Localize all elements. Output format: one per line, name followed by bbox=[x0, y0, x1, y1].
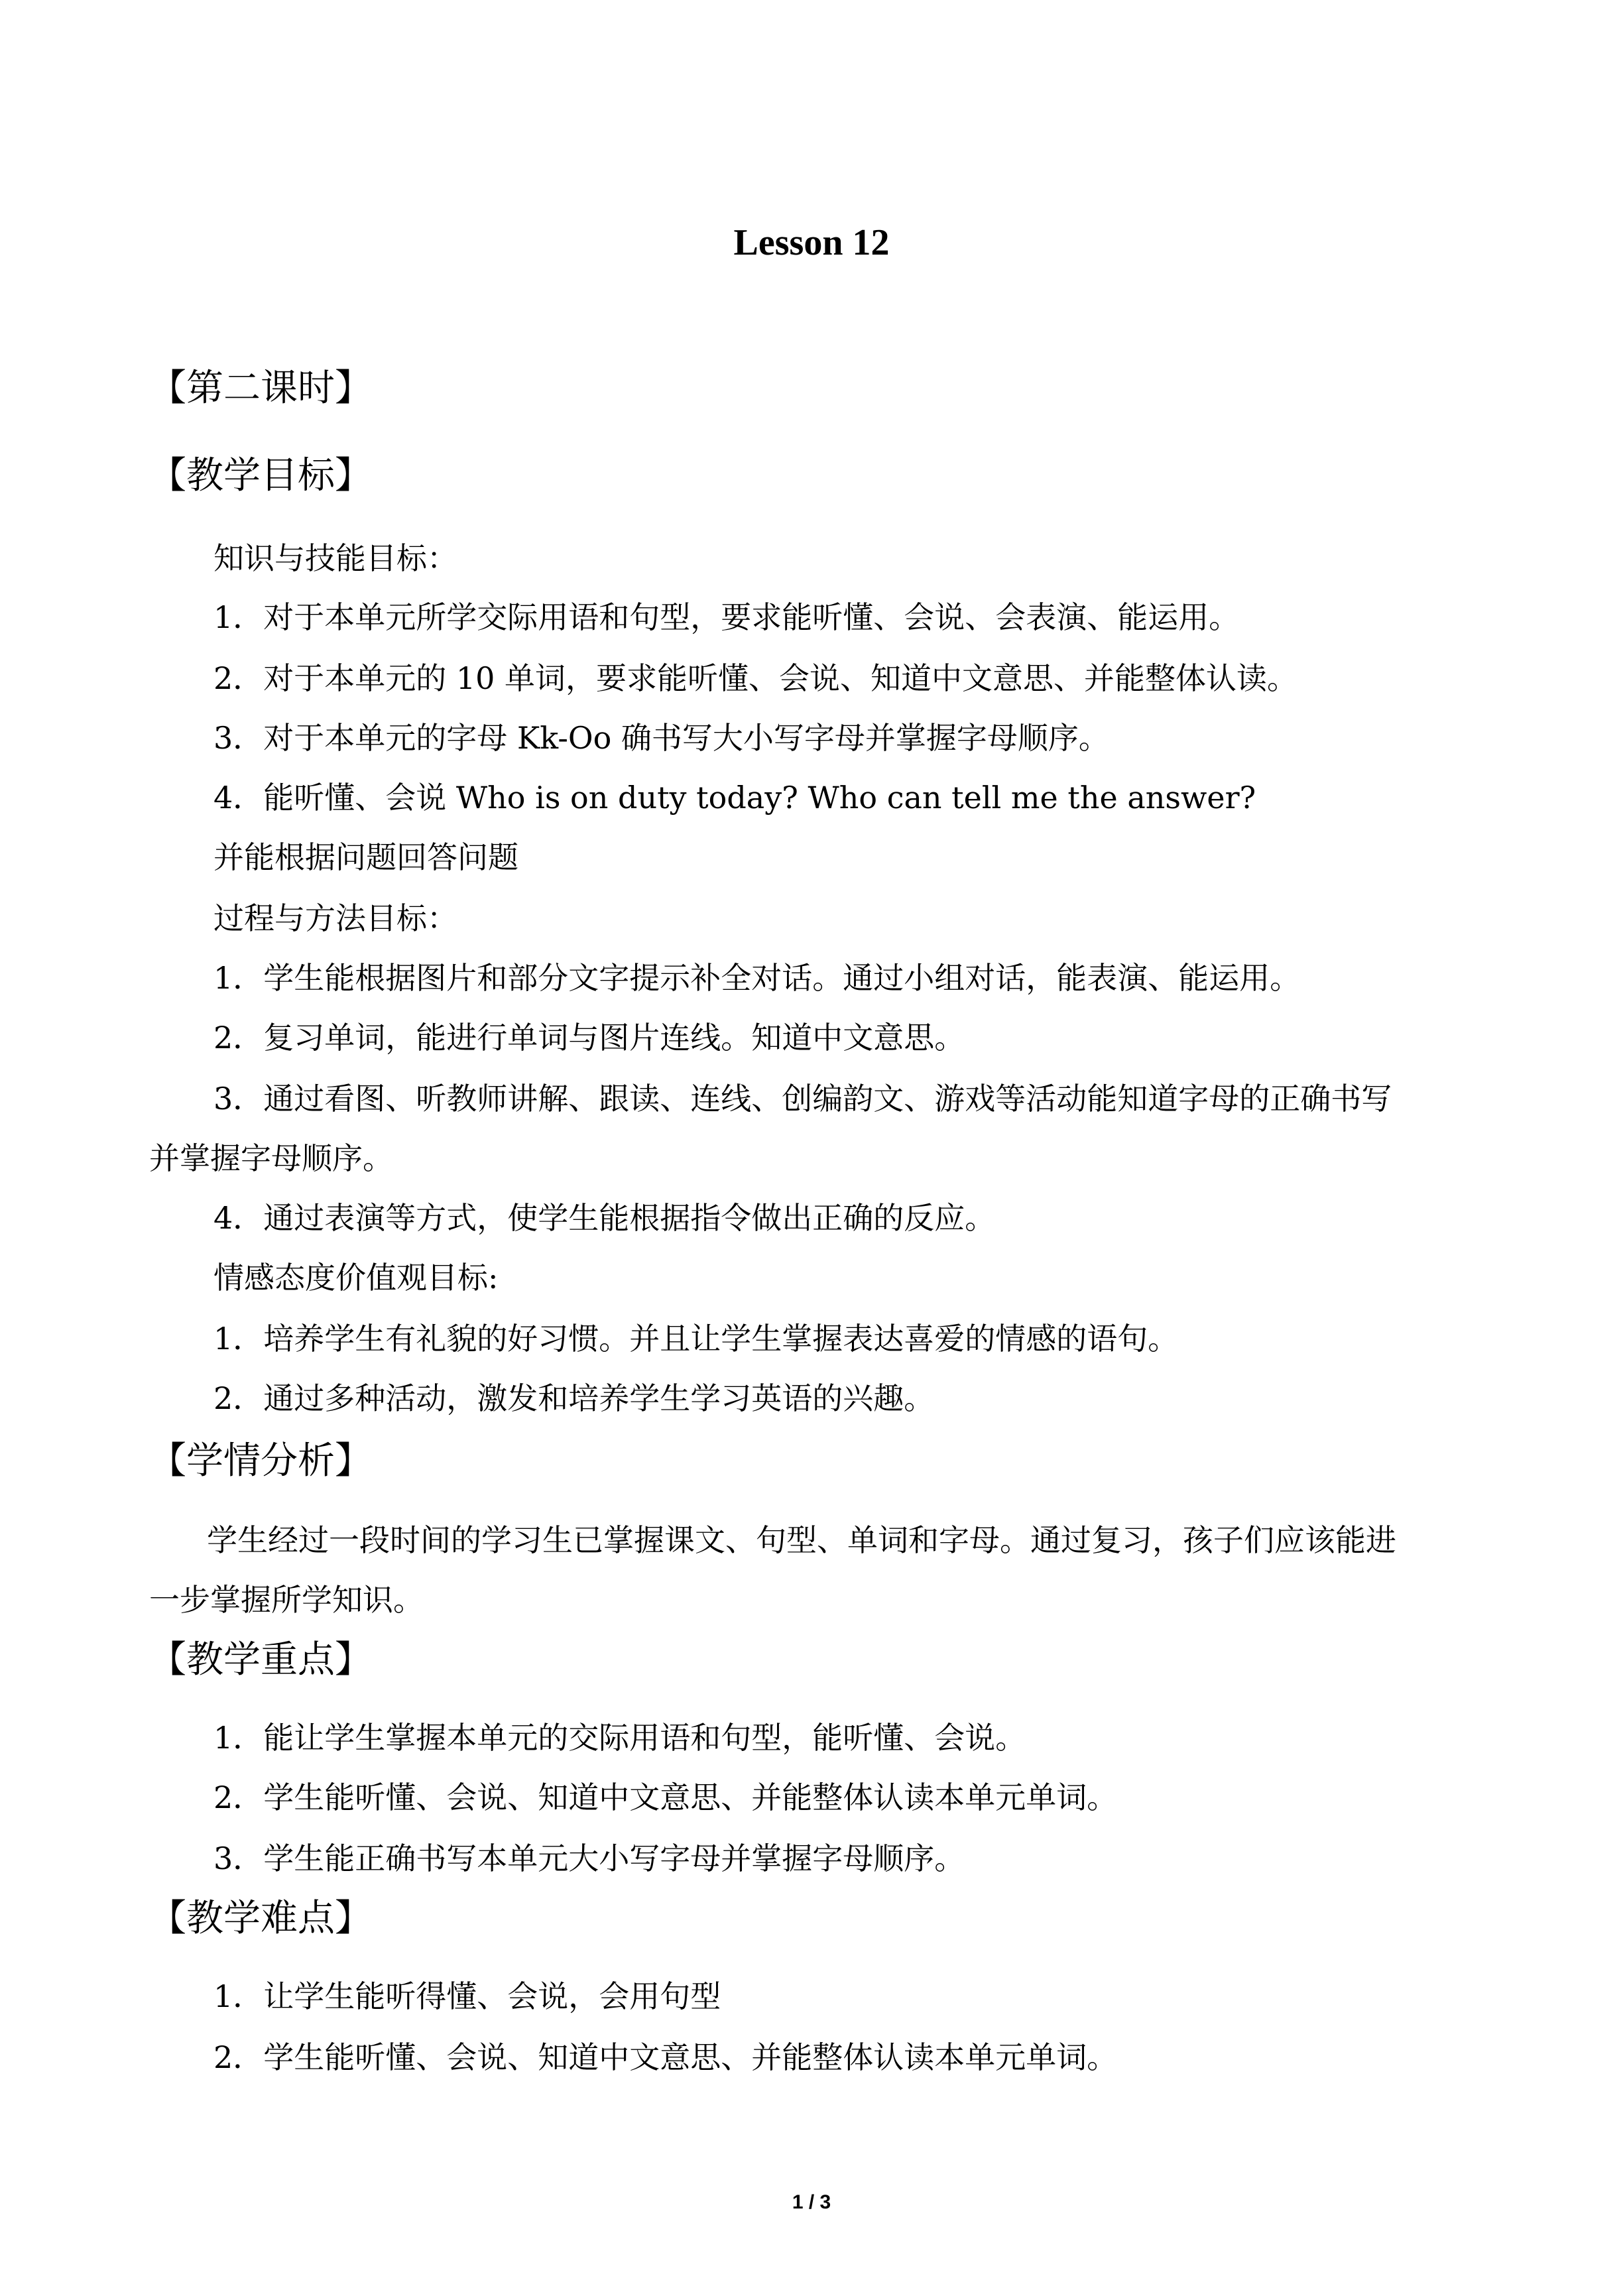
objective-process-2: 2．复习单词，能进行单词与图片连线。知道中文意思。 bbox=[213, 1020, 965, 1056]
analysis-line-1: 学生经过一段时间的学习生已掌握课文、句型、单词和字母。通过复习，孩子们应该能进 bbox=[207, 1522, 1396, 1558]
analysis-line-2: 一步掌握所学知识。 bbox=[149, 1582, 424, 1618]
key-point-3: 3．学生能正确书写本单元大小写字母并掌握字母顺序。 bbox=[213, 1841, 965, 1876]
objective-knowledge-3: 3．对于本单元的字母 Kk-Oo 确书写大小写字母并掌握字母顺序。 bbox=[213, 720, 1109, 756]
difficulty-2: 2．学生能听懂、会说、知道中文意思、并能整体认读本单元单词。 bbox=[213, 2039, 1118, 2075]
objective-process-3-cont: 并掌握字母顺序。 bbox=[149, 1140, 393, 1176]
objective-knowledge-4: 4．能听懂、会说 Who is on duty today? Who can tell me the answer? bbox=[213, 780, 1256, 816]
objective-knowledge-1: 1．对于本单元所学交际用语和句型，要求能听懂、会说、会表演、能运用。 bbox=[213, 599, 1240, 635]
key-point-1: 1．能让学生掌握本单元的交际用语和句型，能听懂、会说。 bbox=[213, 1720, 1026, 1756]
key-point-2: 2．学生能听懂、会说、知道中文意思、并能整体认读本单元单词。 bbox=[213, 1780, 1118, 1815]
objective-knowledge-2: 2．对于本单元的 10 单词，要求能听懂、会说、知道中文意思、并能整体认读。 bbox=[213, 660, 1298, 696]
objective-knowledge-4-cont: 并能根据问题回答问题 bbox=[213, 839, 518, 875]
objective-process-4: 4．通过表演等方式，使学生能根据指令做出正确的反应。 bbox=[213, 1200, 996, 1236]
heading-key-points: 【教学重点】 bbox=[149, 1638, 372, 1681]
knowledge-skills-label: 知识与技能目标： bbox=[213, 540, 457, 576]
heading-period: 【第二课时】 bbox=[149, 367, 372, 410]
heading-analysis: 【学情分析】 bbox=[149, 1439, 372, 1482]
heading-difficulties: 【教学难点】 bbox=[149, 1897, 372, 1940]
objective-process-3: 3．通过看图、听教师讲解、跟读、连线、创编韵文、游戏等活动能知道字母的正确书写 bbox=[213, 1081, 1392, 1117]
page-number: 1 / 3 bbox=[792, 2191, 831, 2213]
objective-process-1: 1．学生能根据图片和部分文字提示补全对话。通过小组对话，能表演、能运用。 bbox=[213, 960, 1301, 996]
heading-objectives: 【教学目标】 bbox=[149, 454, 372, 497]
objective-emotion-1: 1．培养学生有礼貌的好习惯。并且让学生掌握表达喜爱的情感的语句。 bbox=[213, 1321, 1179, 1357]
document-title: Lesson 12 bbox=[733, 222, 890, 263]
emotion-values-label: 情感态度价值观目标: bbox=[213, 1260, 499, 1296]
objective-emotion-2: 2．通过多种活动，激发和培养学生学习英语的兴趣。 bbox=[213, 1380, 935, 1416]
difficulty-1: 1．让学生能听得懂、会说，会用句型 bbox=[213, 1978, 721, 2014]
process-method-label: 过程与方法目标： bbox=[213, 900, 457, 936]
